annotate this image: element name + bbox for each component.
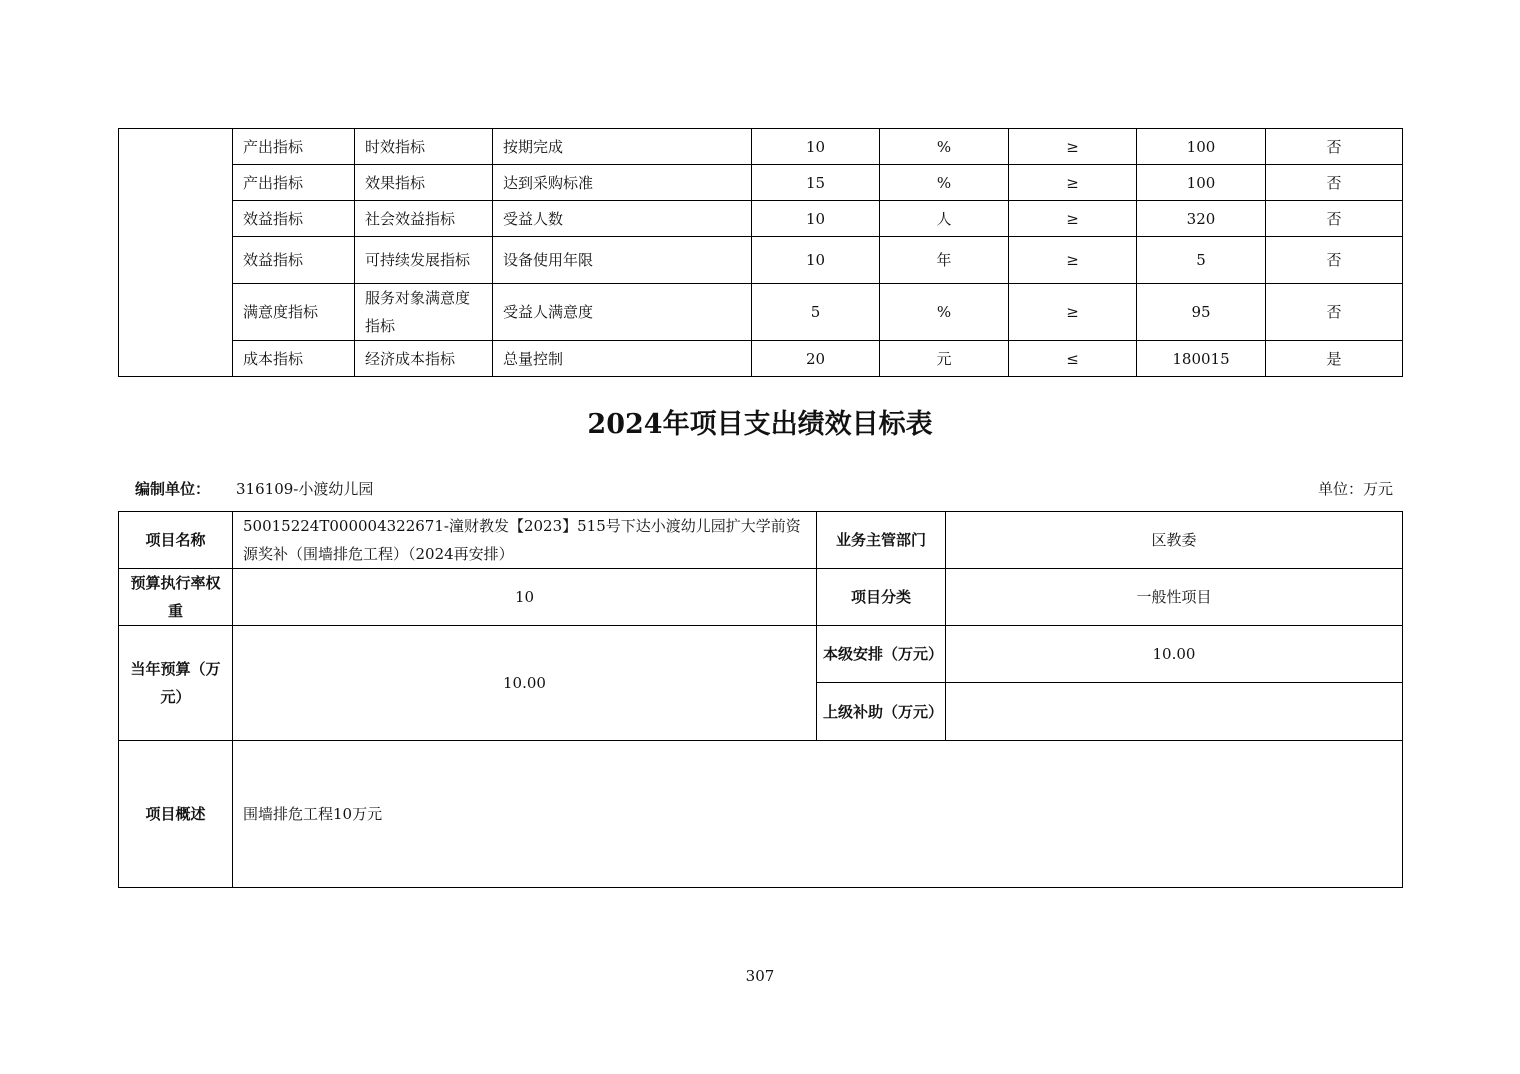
rate-value: 10 <box>233 569 817 626</box>
indicator-row <box>119 341 1403 377</box>
dept-value: 区教委 <box>946 512 1403 569</box>
project-name-label: 项目名称 <box>119 512 233 569</box>
core-cell: 是 <box>1266 341 1403 377</box>
target-cell: 180015 <box>1137 341 1266 377</box>
weight-cell: 10 <box>752 237 880 284</box>
project-row <box>119 626 1403 683</box>
level2-cell: 经济成本指标 <box>355 341 493 377</box>
summary-value: 围墙排危工程10万元 <box>233 741 1403 888</box>
project-row <box>119 741 1403 888</box>
weight-cell: 10 <box>752 129 880 165</box>
local-label: 本级安排（万元） <box>817 626 946 683</box>
unit-cell: 人 <box>880 201 1009 237</box>
weight-cell: 20 <box>752 341 880 377</box>
indicator-name-cell: 按期完成 <box>493 129 752 165</box>
operator-cell: ≥ <box>1009 129 1137 165</box>
operator-cell: ≥ <box>1009 284 1137 341</box>
level2-cell: 服务对象满意度指标 <box>355 284 493 341</box>
core-cell: 否 <box>1266 237 1403 284</box>
indicator-group-blank-cell <box>119 129 233 377</box>
indicator-name-cell: 设备使用年限 <box>493 237 752 284</box>
indicator-row <box>119 129 1403 165</box>
operator-cell: ≥ <box>1009 237 1137 284</box>
indicator-row <box>119 284 1403 341</box>
unit-cell: % <box>880 165 1009 201</box>
unit-cell: % <box>880 129 1009 165</box>
indicator-row <box>119 201 1403 237</box>
org-label: 编制单位： <box>135 480 211 498</box>
project-row <box>119 569 1403 626</box>
category-value: 一般性项目 <box>946 569 1403 626</box>
unit-cell: % <box>880 284 1009 341</box>
target-cell: 95 <box>1137 284 1266 341</box>
level1-cell: 产出指标 <box>233 129 355 165</box>
level1-cell: 效益指标 <box>233 201 355 237</box>
core-cell: 否 <box>1266 284 1403 341</box>
level2-cell: 效果指标 <box>355 165 493 201</box>
project-table <box>118 511 1403 888</box>
budget-value: 10.00 <box>233 626 817 741</box>
dept-label: 业务主管部门 <box>817 512 946 569</box>
core-cell: 否 <box>1266 201 1403 237</box>
weight-cell: 10 <box>752 201 880 237</box>
category-label: 项目分类 <box>817 569 946 626</box>
target-cell: 320 <box>1137 201 1266 237</box>
summary-label: 项目概述 <box>119 741 233 888</box>
project-row <box>119 512 1403 569</box>
page-number: 307 <box>745 967 775 985</box>
indicator-row <box>119 165 1403 201</box>
indicator-name-cell: 受益人满意度 <box>493 284 752 341</box>
operator-cell: ≥ <box>1009 165 1137 201</box>
operator-cell: ≥ <box>1009 201 1137 237</box>
superior-label: 上级补助（万元） <box>817 683 946 741</box>
indicator-name-cell: 总量控制 <box>493 341 752 377</box>
local-value: 10.00 <box>946 626 1403 683</box>
org-value: 316109-小渡幼儿园 <box>236 480 374 498</box>
level1-cell: 效益指标 <box>233 237 355 284</box>
target-cell: 5 <box>1137 237 1266 284</box>
target-cell: 100 <box>1137 165 1266 201</box>
weight-cell: 15 <box>752 165 880 201</box>
core-cell: 否 <box>1266 129 1403 165</box>
indicator-name-cell: 达到采购标准 <box>493 165 752 201</box>
page-title: 2024年项目支出绩效目标表 <box>587 409 933 440</box>
level1-cell: 满意度指标 <box>233 284 355 341</box>
budget-label: 当年预算（万元） <box>119 626 233 741</box>
level1-cell: 产出指标 <box>233 165 355 201</box>
indicator-name-cell: 受益人数 <box>493 201 752 237</box>
level1-cell: 成本指标 <box>233 341 355 377</box>
target-cell: 100 <box>1137 129 1266 165</box>
currency-unit: 单位：万元 <box>1317 480 1393 498</box>
unit-cell: 年 <box>880 237 1009 284</box>
unit-cell: 元 <box>880 341 1009 377</box>
unit-line <box>135 478 1393 499</box>
level2-cell: 社会效益指标 <box>355 201 493 237</box>
level2-cell: 时效指标 <box>355 129 493 165</box>
superior-value <box>946 683 1403 741</box>
indicator-row <box>119 237 1403 284</box>
operator-cell: ≤ <box>1009 341 1137 377</box>
rate-label: 预算执行率权重 <box>119 569 233 626</box>
level2-cell: 可持续发展指标 <box>355 237 493 284</box>
indicator-table <box>118 128 1403 377</box>
project-name-value: 50015224T000004322671-潼财教发【2023】515号下达小渡幼儿园扩大学前资源奖补（围墙排危工程）（2024再安排） <box>233 512 817 569</box>
core-cell: 否 <box>1266 165 1403 201</box>
weight-cell: 5 <box>752 284 880 341</box>
